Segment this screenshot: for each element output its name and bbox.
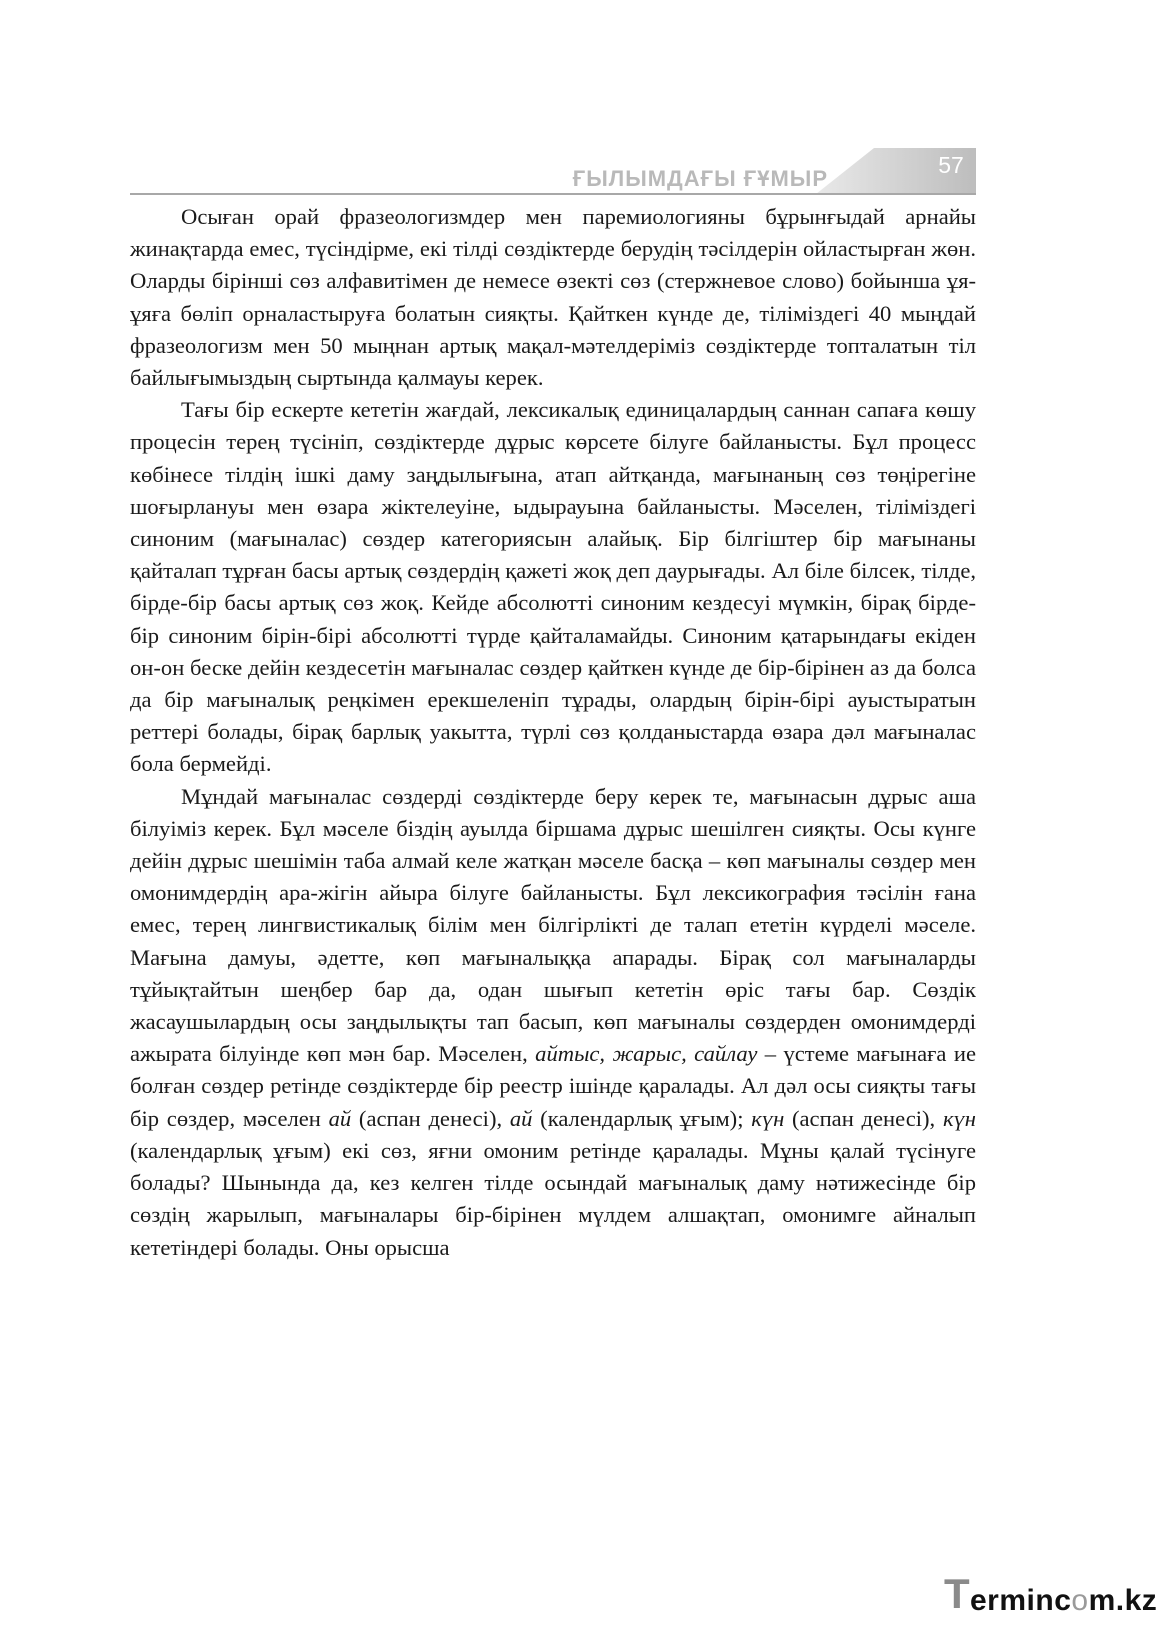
watermark-part1: erminc bbox=[970, 1584, 1072, 1617]
text-run: Мұндай мағыналас сөздерді сөздіктерде беру керек те, мағынасын дұрыс аша білуіміз керек. Бұл мәселе біздің ауылда біршама дұрыс шешілген сияқты. Осы күнге дейін дұрыс шешімін таба алмай келе жатқан мәселе басқа – көп мағыналы сөздер мен омонимдердің ара-жігін айыра білуге байланысты. Бұл лексикография тәсілін ғана емес, терең лингвистикалық білім мен білгірлікті де талап ететін күрделі мәселе. Мағына дамуы, әдетте, көп мағыналыққа апарады. Бірақ сол мағыналарды тұйықтайтын шеңбер бар да, одан шығып кететін өріс тағы бар. Сөздік жасаушылардың осы заңдылықты тап басып, көп мағыналы сөздерден омонимдерді ажырата білуінде көп мән бар. Мәселен, bbox=[130, 783, 976, 1067]
header-rule bbox=[130, 193, 976, 195]
paragraph bbox=[130, 394, 976, 780]
text-run: (аспан денесі), bbox=[351, 1105, 510, 1131]
italic-term: ай bbox=[328, 1105, 352, 1131]
text-run: Осыған орай фразеологизмдер мен паремиологияны бұрынғыдай арнайы жинақтарда емес, түсіндірме, екі тілді сөздіктерде берудің тәсілдерін ойластырған жөн. Оларды бірінші сөз алфавитімен де немесе өзекті сөз (стержневое слово) бойынша ұя-ұяға бөліп орналастыруға болатын сияқты. Қайткен күнде де, тіліміздегі 40 мыңдай фразеологизм мен 50 мыңнан артық мақал-мәтелдеріміз сөздіктерде топталатын тіл байлығымыздың сыртында қалмауы керек. bbox=[130, 204, 976, 391]
text-run: (календарлық ұғым) екі сөз, яғни омоним ретінде қаралады. Мұны қалай түсінуге болады? Шынында да, кез келген тілде осындай мағыналық даму нәтижесінде бір сөздің жарылып, мағыналары бір-бірінен мүлдем алшақтап, омонимге айналып кететіндері болады. Оны орысша bbox=[130, 1137, 976, 1260]
body-text bbox=[130, 201, 976, 1264]
italic-term: күн bbox=[942, 1105, 977, 1131]
running-header-title: ҒЫЛЫМДАҒЫ ҒҰМЫР bbox=[572, 166, 828, 191]
watermark-text bbox=[970, 1584, 1157, 1618]
page-number: 57 bbox=[938, 152, 964, 178]
italic-term: айтыс, жарыс, сайлау bbox=[535, 1041, 758, 1067]
page-header bbox=[130, 146, 976, 196]
watermark-part2: m.kz bbox=[1088, 1584, 1158, 1617]
watermark-o: o bbox=[1071, 1584, 1089, 1617]
paragraph bbox=[130, 201, 976, 394]
text-run: – үстеме мағынаға ие болған сөздер ретінде сөздіктерде бір реестр ішінде қаралады. Ал дәл осы сияқты тағы бір сөздер, мәселен bbox=[130, 1041, 976, 1131]
paragraph bbox=[130, 781, 976, 1264]
watermark-letter-t: T bbox=[944, 1570, 970, 1617]
italic-term: ай bbox=[509, 1105, 533, 1131]
text-run: (календарлық ұғым); bbox=[532, 1105, 752, 1131]
text-run: Тағы бір ескерте кететін жағдай, лексикалық единицалардың саннан сапаға көшу процесін терең түсініп, сөздіктерде дұрыс көрсете білуге байланысты. Бұл процесс көбінесе тілдің ішкі даму заңдылығына, атап айтқанда, мағынаның сөз төңірегіне шоғырлануы мен өзара жіктелеуіне, ыдырауына байланысты. Мәселен, тіліміздегі синоним (мағыналас) сөздер категориясын алайық. Бір білгіштер бір мағынаны қайталап тұрған басы артық сөздердің қажеті жоқ деп даурығады. Ал біле білсек, тілде, бірде-бір басы артық сөз жоқ. Кейде абсолютті синоним кездесуі мүмкін, бірақ бірде-бір синоним бірін-бірі абсолютті түрде қайталамайды. Синоним қатарындағы екіден он-он беске дейін кездесетін мағыналас сөздер қайткен күнде де бір-бірінен аз да болса да бір мағыналық реңкімен ерекшеленіп тұрады, олардың бірін-бірі ауыстыратын реттері болады, бірақ барлық уакытта, түрлі сөз қолданыстарда өзара дәл мағыналас бола бермейді. bbox=[130, 397, 976, 777]
italic-term: күн bbox=[751, 1105, 785, 1131]
text-run: (аспан денесі), bbox=[784, 1105, 943, 1131]
terminkom-watermark-logo bbox=[944, 1570, 1158, 1622]
